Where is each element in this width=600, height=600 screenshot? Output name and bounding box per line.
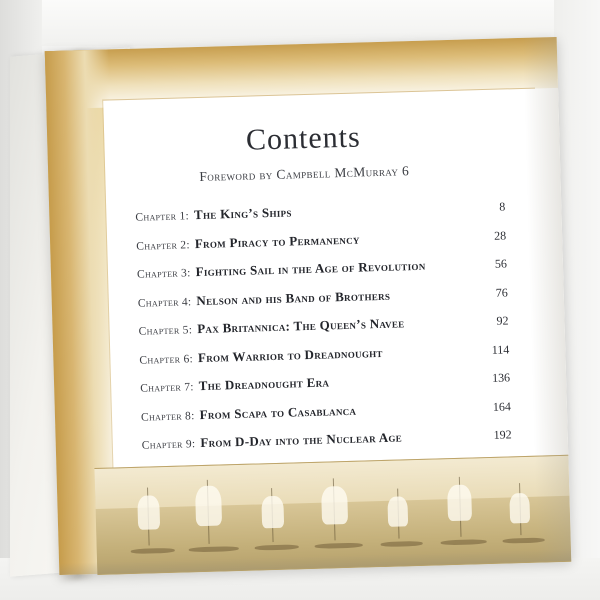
toc-page-number: 28 [493,227,507,243]
ship-sail [137,495,160,530]
toc-chapter-title: Nelson and his Band of Brothers [196,287,391,308]
toc-page-number: 76 [495,284,508,300]
toc-chapter-title: From Scapa to Casablanca [199,402,357,422]
toc-chapter-title: The King’s Ships [193,204,292,223]
toc-page-number: 56 [494,256,508,271]
toc-chapter-label: Chapter 7: [140,381,195,395]
toc-leader [405,325,475,327]
toc-leader [383,354,476,357]
toc-chapter-title: From Piracy to Permanency [194,231,360,251]
ship-sail [387,496,408,527]
toc-chapter-title: Fighting Sail in the Age of Revolution [195,257,426,280]
toc-chapter-label: Chapter 9: [141,438,196,452]
table-of-contents [135,198,512,465]
toc-page-number: 92 [496,313,509,328]
toc-chapter-label: Chapter 3: [136,267,191,281]
toc-chapter-title: Pax Britannica: The Queen’s Navee [196,315,405,337]
toc-leader [390,297,474,299]
toc-chapter-label: Chapter 1: [135,210,190,224]
toc-page-number: 114 [491,341,510,357]
toc-page-number: 136 [491,370,511,385]
toc-page-number: 192 [493,427,512,442]
toc-page-number: 164 [492,398,512,414]
toc-chapter-label: Chapter 6: [139,352,194,367]
toc-chapter-title: From D-Day into the Nuclear Age [200,429,403,451]
toc-chapter-title: From Warrior to Dreadnought [197,344,383,365]
toc-leader [292,211,472,216]
ship-sail [195,485,222,526]
contents-page [45,37,571,575]
toc-leader [329,382,476,386]
toc-page-number: 8 [499,199,506,214]
toc-leader [356,411,477,414]
ship-sail [261,496,284,529]
ship-sail [321,486,348,525]
toc-chapter-label: Chapter 5: [138,324,193,338]
foreword-entry: Foreword by Campbell McMurray 6 [199,163,410,184]
toc-leader [402,439,478,441]
ship-sail [509,493,530,524]
toc-chapter-label: Chapter 4: [137,295,192,310]
toc-leader [426,268,473,269]
toc-chapter-label: Chapter 2: [136,238,191,253]
toc-leader [360,240,472,243]
toc-chapter-title: The Dreadnought Era [198,374,330,394]
toc-chapter-label: Chapter 8: [140,409,195,424]
page-title: Contents [245,120,362,157]
ship-sail [447,485,472,522]
